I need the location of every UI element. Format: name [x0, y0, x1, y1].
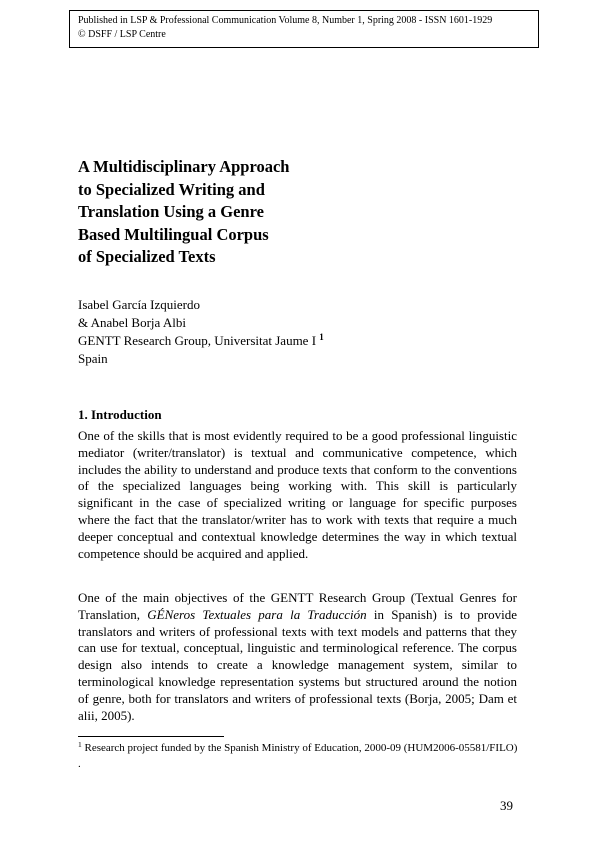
title-line: Based Multilingual Corpus: [78, 224, 269, 244]
author-name: Isabel García Izquierdo: [78, 297, 200, 312]
publication-info-line: Published in LSP & Professional Communication Volume 8, Number 1, Spring 2008 - ISSN 1601-1929: [78, 15, 493, 26]
copyright-line: © DSFF / LSP Centre: [78, 29, 166, 40]
author-block: [78, 296, 518, 368]
footnote-text: Research project funded by the Spanish Ministry of Education, 2000-09 (HUM2006-05581/FILO) .: [78, 742, 518, 770]
body-paragraph: One of the skills that is most evidently required to be a good professional linguistic mediator (writer/translator) is textual and communicative competence, which includes the ability to understand and produce texts that conform to the conventions of the specialized languages being working with. This skill is particularly significant in the case of specialized writing or language for specific purposes where the fact that the translator/writer has to work with texts that require a much deeper conceptual and contextual knowledge determines the way in which textual competence should be acquired and applied.: [78, 428, 517, 561]
author-name: & Anabel Borja Albi: [78, 315, 186, 330]
body-paragraph: [78, 590, 517, 724]
title-line: A Multidisciplinary Approach: [78, 157, 290, 176]
affiliation-text: GENTT Research Group, Universitat Jaume I: [78, 333, 317, 348]
page-number: 39: [500, 798, 513, 813]
affiliation: [78, 332, 518, 350]
paragraph-text: One of the main objectives of the GENTT Research Group (Textual Genres for Translation,: [78, 590, 517, 622]
section-heading: 1. Introduction: [78, 407, 162, 422]
footnote-divider: [78, 736, 224, 737]
footnote-reference: 1: [319, 332, 324, 342]
paragraph-text: in Spanish) is to provide translators and writers of professional texts with text models and patterns that they can use for textual, conceptual, linguistic and terminological reference. The corpus design also intends to create a knowledge management system, similar to terminological knowledge representation systems but structured around the notion of genre, both for translators and writers of professional texts (Borja, 2005; Dam et alii, 2005).: [78, 606, 518, 723]
country: Spain: [78, 351, 108, 366]
title-line: Translation Using a Genre: [78, 202, 264, 221]
paper-title: [78, 156, 378, 269]
footnote-mark: 1: [78, 740, 82, 749]
footnote: [78, 740, 518, 772]
publication-header-box: [69, 10, 539, 48]
title-line: of Specialized Texts: [78, 247, 216, 266]
title-line: to Specialized Writing and: [78, 179, 265, 199]
italic-term: GÉNeros Textuales para la Traducción: [147, 606, 367, 622]
